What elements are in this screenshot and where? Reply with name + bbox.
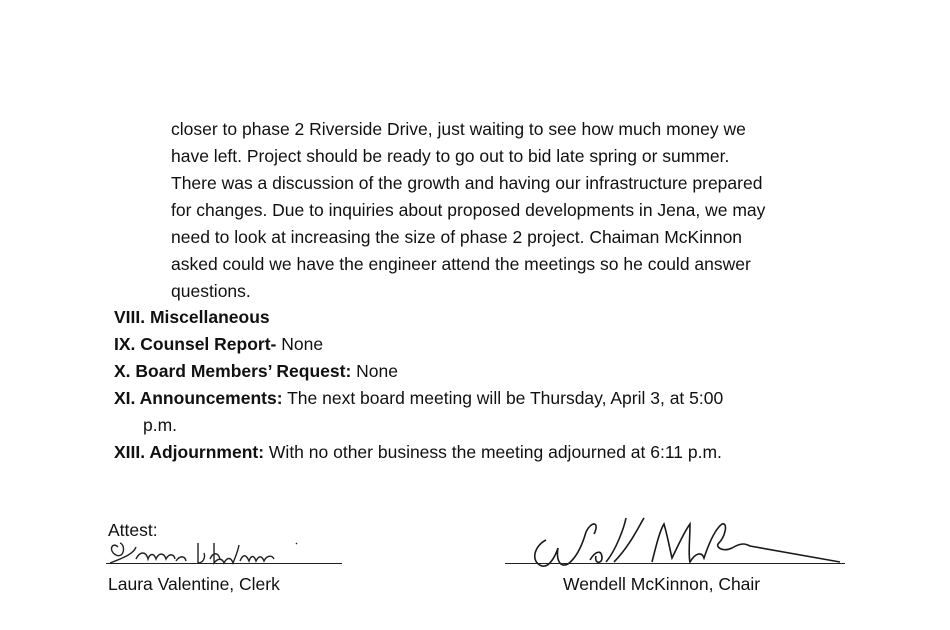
agenda-item-announcements-continued: p.m. xyxy=(143,415,178,435)
chair-signature xyxy=(520,510,840,570)
item-label: X. Board Members’ Request: xyxy=(114,361,352,381)
paragraph-line: questions. xyxy=(171,281,251,301)
item-label: XI. Announcements: xyxy=(114,388,283,408)
body-paragraph xyxy=(171,116,861,305)
item-label: IX. Counsel Report- xyxy=(114,334,277,354)
chair-signature-line xyxy=(505,563,845,564)
paragraph-line: There was a discussion of the growth and having our infrastructure prepared xyxy=(171,173,763,193)
item-label: XIII. Adjournment: xyxy=(114,442,265,462)
agenda-item-miscellaneous xyxy=(114,307,270,328)
clerk-signature-line xyxy=(106,563,342,564)
agenda-item-counsel-report xyxy=(114,334,323,355)
item-label: VIII. Miscellaneous xyxy=(114,307,270,327)
item-text: None xyxy=(351,361,398,381)
attest-label: Attest: xyxy=(108,520,158,540)
item-text: None xyxy=(276,334,324,354)
agenda-item-adjournment xyxy=(114,442,722,463)
clerk-signature xyxy=(106,537,346,571)
paragraph-line: closer to phase 2 Riverside Drive, just waiting to see how much money we xyxy=(171,119,746,139)
agenda-item-announcements xyxy=(114,388,723,409)
paragraph-line: have left. Project should be ready to go out to bid late spring or summer. xyxy=(171,146,730,166)
paragraph-line: need to look at increasing the size of phase 2 project. Chaiman McKinnon xyxy=(171,227,743,247)
agenda-item-board-members-request xyxy=(114,361,398,382)
paragraph-line: for changes. Due to inquiries about proposed developments in Jena, we may xyxy=(171,200,766,220)
chair-name: Wendell McKinnon, Chair xyxy=(563,574,761,594)
item-text: With no other business the meeting adjourned at 6:11 p.m. xyxy=(264,442,722,462)
clerk-name: Laura Valentine, Clerk xyxy=(108,574,280,594)
item-text: The next board meeting will be Thursday, April 3, at 5:00 xyxy=(282,388,724,408)
paragraph-line: asked could we have the engineer attend the meetings so he could answer xyxy=(171,254,751,274)
